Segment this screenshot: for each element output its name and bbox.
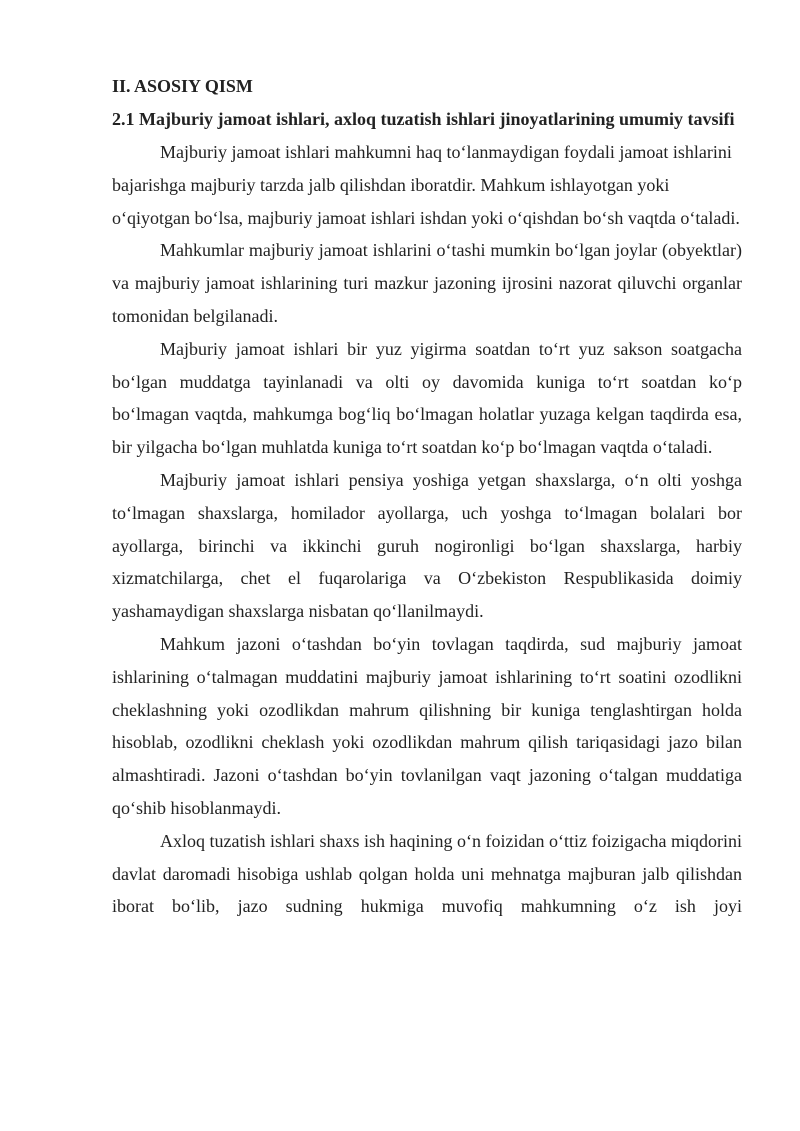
paragraph-6: Axloq tuzatish ishlari shaxs ish haqining o‘n foizidan o‘ttiz foizigacha miqdorini davlat daromadi hisobiga ushlab qolgan holda uni mehnatga majburan jalb qilishdan iborat bo‘lib, jazo sudning hukmiga muvofiq mahkumning o‘z ish joyi (112, 830, 742, 917)
subsection-title: 2.1 Majburiy jamoat ishlari, axloq tuzatish ishlari jinoyatlarining umumiy tavsifi (112, 109, 735, 129)
paragraph-4: Majburiy jamoat ishlari pensiya yoshiga yetgan shaxslarga, o‘n olti yoshga to‘lmagan shaxslarga, homilador ayollarga, uch yoshga to‘lmagan bolalari bor ayollarga, birinchi va ikkinchi guruh nogironligi bo‘lgan shaxslarga, harbiy xizmatchilarga, chet el fuqarolariga va O‘zbekiston Respublikasida doimiy yashamaydigan shaxslarga nisbatan qo‘llanilmaydi. (112, 469, 742, 622)
paragraph-3: Majburiy jamoat ishlari bir yuz yigirma soatdan to‘rt yuz sakson soatgacha bo‘lgan muddatga tayinlanadi va olti oy davomida kuniga to‘rt soatdan ko‘p bo‘lmagan vaqtda, mahkumga bog‘liq bo‘lmagan holatlar yuzaga kelgan taqdirda esa, bir yilgacha bo‘lgan muhlatda kuniga to‘rt soatdan ko‘p bo‘lmagan vaqtda o‘taladi. (112, 338, 742, 458)
section-title: II. ASOSIY QISM (112, 76, 253, 96)
paragraph-1: Majburiy jamoat ishlari mahkumni haq to‘lanmaydigan foydali jamoat ishlarini bajarishga majburiy tarzda jalb qilishdan iboratdir. Mahkum ishlayotgan yoki o‘qiyotgan bo‘lsa, majburiy jamoat ishlari ishdan yoki o‘qishdan bo‘sh vaqtda o‘taladi. (112, 142, 740, 228)
document-page (112, 70, 742, 923)
paragraph-2: Mahkumlar majburiy jamoat ishlarini o‘tashi mumkin bo‘lgan joylar (obyektlar) va majburiy jamoat ishlarining turi mazkur jazoning ijrosini nazorat qiluvchi organlar tomonidan belgilanadi. (112, 240, 742, 326)
paragraph-5: Mahkum jazoni o‘tashdan bo‘yin tovlagan taqdirda, sud majburiy jamoat ishlarining o‘talmagan muddatini majburiy jamoat ishlarining to‘rt soatini ozodlikni cheklashning yoki ozodlikdan mahrum qilishning bir kuniga tenglashtirgan holda hisoblab, ozodlikni cheklash yoki ozodlikdan mahrum qilish tariqasidagi jazo bilan almashtiradi. Jazoni o‘tashdan bo‘yin tovlanilgan vaqt jazoning o‘talgan muddatiga qo‘shib hisoblanmaydi. (112, 633, 742, 818)
